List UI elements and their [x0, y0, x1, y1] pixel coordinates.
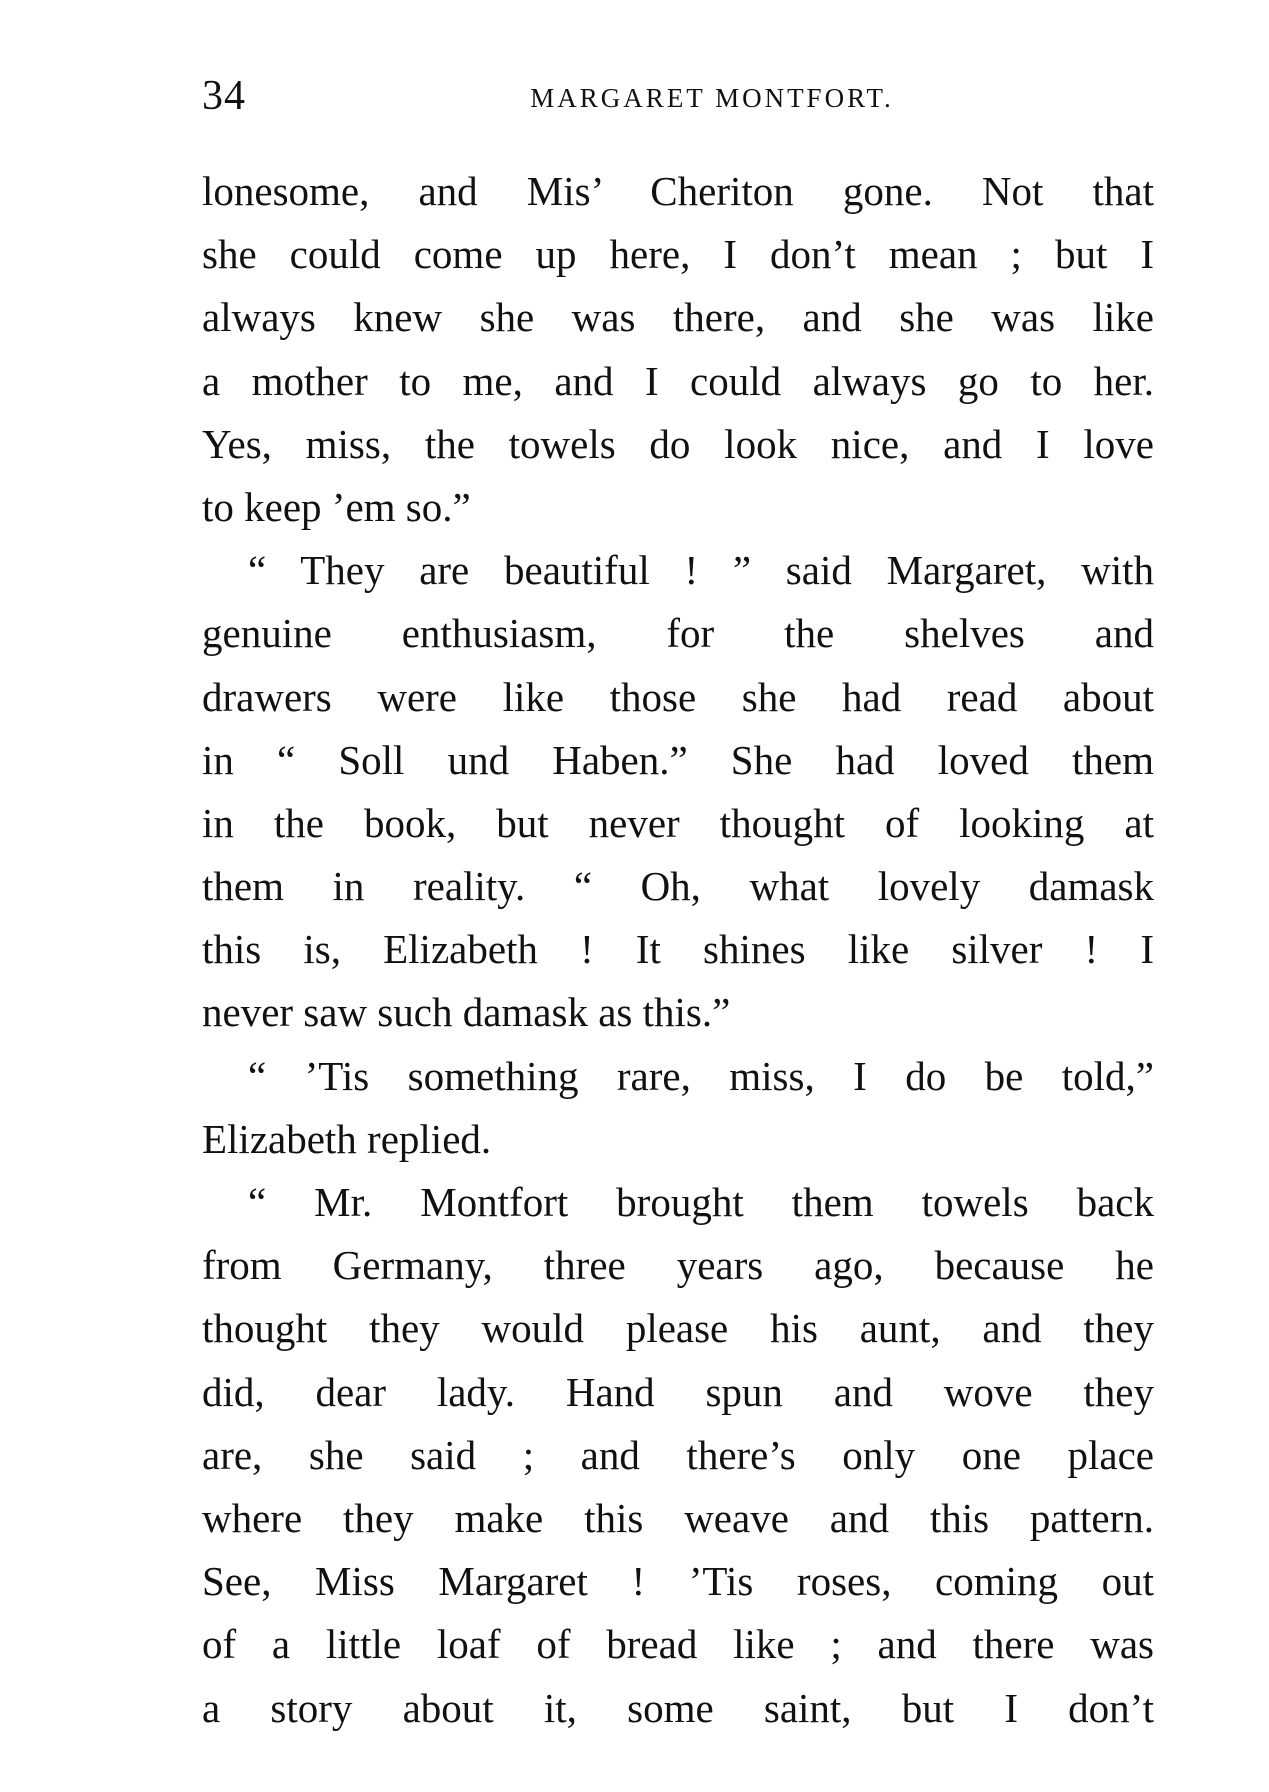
text-line: a story about it, some saint, but I don’t — [202, 1684, 1154, 1731]
text-line: genuine enthusiasm, for the shelves and — [202, 610, 1154, 657]
body-text — [202, 160, 1154, 1740]
text-line: did, dear lady. Hand spun and wove they — [202, 1368, 1154, 1415]
running-title: MARGARET MONTFORT. — [530, 83, 894, 113]
text-line: to keep ’em so.” — [202, 483, 471, 530]
text-line: are, she said ; and there’s only one place — [202, 1431, 1154, 1478]
text-line: a mother to me, and I could always go to her. — [202, 357, 1154, 404]
text-line: See, Miss Margaret ! ’Tis roses, coming out — [202, 1558, 1154, 1605]
text-line: Elizabeth replied. — [202, 1115, 492, 1162]
text-line: drawers were like those she had read about — [202, 673, 1154, 720]
text-line: lonesome, and Mis’ Cheriton gone. Not that — [202, 168, 1154, 214]
text-line: “ Mr. Montfort brought them towels back — [248, 1179, 1154, 1225]
text-line: from Germany, three years ago, because he — [202, 1242, 1154, 1289]
text-line: them in reality. “ Oh, what lovely damask — [202, 863, 1154, 910]
text-line: of a little loaf of bread like ; and there was — [202, 1621, 1154, 1668]
text-line: she could come up here, I don’t mean ; but I — [202, 231, 1154, 278]
page-header — [202, 66, 1162, 126]
text-line: in the book, but never thought of looking at — [202, 799, 1154, 846]
text-line: thought they would please his aunt, and they — [202, 1305, 1154, 1352]
text-line: where they make this weave and this pattern. — [202, 1494, 1154, 1541]
text-line: Yes, miss, the towels do look nice, and I love — [202, 420, 1154, 467]
text-line: this is, Elizabeth ! It shines like silver ! I — [202, 926, 1154, 973]
page-number: 34 — [202, 73, 246, 119]
text-line: “ ’Tis something rare, miss, I do be told,” — [248, 1052, 1154, 1099]
text-line: in “ Soll und Haben.” She had loved them — [202, 736, 1154, 783]
text-line: “ They are beautiful ! ” said Margaret, with — [248, 547, 1154, 594]
text-line: always knew she was there, and she was like — [202, 294, 1154, 341]
text-line: never saw such damask as this.” — [202, 989, 731, 1036]
